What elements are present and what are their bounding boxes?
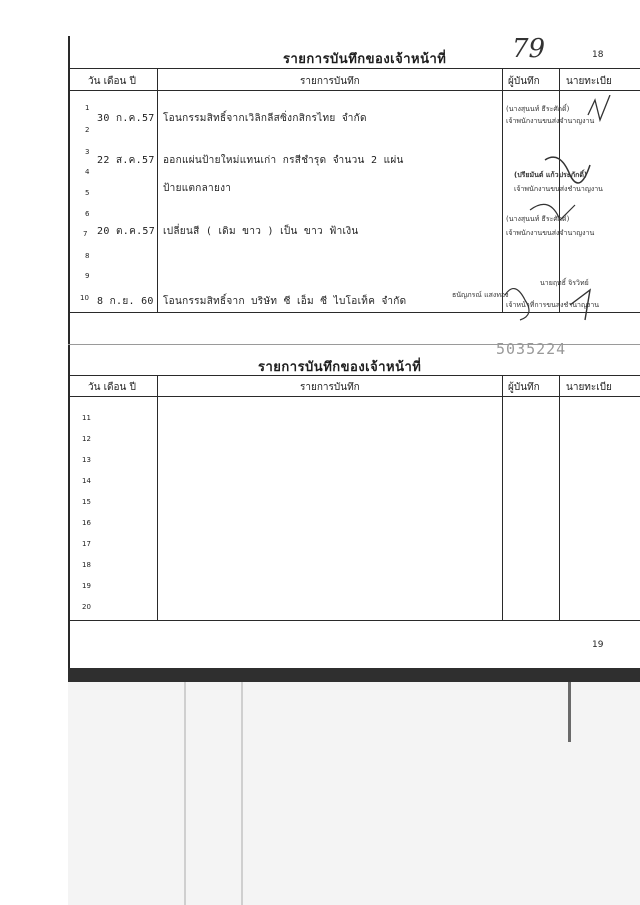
table1-header-line: [68, 90, 640, 91]
official-stamp-name: (ปรียมันต์ แก้วประภักดิ์): [514, 171, 588, 179]
official-stamp-name: นายฤทธิ์ จิรวิทย์: [540, 279, 589, 287]
table1-col-divider-1: [157, 68, 158, 312]
scan-artifact-line: [241, 682, 243, 905]
row-number: 2: [85, 126, 90, 134]
table2-header-line: [68, 396, 640, 397]
signature-marks: [500, 95, 640, 325]
scanned-page-bottom: [68, 668, 640, 905]
row-number: 5: [85, 189, 90, 197]
row-number: 13: [82, 456, 91, 464]
entry-text: ป้ายแตกลายงา: [163, 183, 232, 194]
table2-col-divider-1: [157, 375, 158, 620]
row-number: 9: [85, 272, 90, 280]
row-number: 10: [80, 294, 89, 302]
entry-text: ออกแผ่นป้ายใหม่แทนเก่า กรสีชำรุด จำนวน 2 แผ่น: [163, 155, 404, 166]
table2-col-divider-3: [559, 375, 560, 620]
table2-bottom-line: [68, 620, 640, 621]
serial-number: 5035224: [496, 340, 567, 358]
entry-text: โอนกรรมสิทธิ์จากเวิลิกลีสซิ่งกสิกรไทย จำกัด: [163, 113, 367, 124]
page-number-bottom: 19: [592, 640, 604, 650]
row-number: 8: [85, 252, 90, 260]
official-stamp-title: เจ้าหน้าที่การขนส่งชำนาญงาน: [506, 301, 600, 309]
entry-text: เปลี่ยนสี ( เดิม ขาว ) เป็น ขาว ฟ้าเงิน: [163, 226, 359, 237]
official-stamp-name: (นางสุนนท์ ธีระศักดิ์): [506, 215, 570, 223]
row-number: 7: [83, 230, 88, 238]
row-number: 15: [82, 498, 91, 506]
row-number: 17: [82, 540, 91, 548]
table1-top-line: [68, 68, 640, 69]
page-left-border: [68, 36, 70, 686]
row-number: 6: [85, 210, 90, 218]
table2-header-registrar: นายทะเบีย: [566, 382, 612, 393]
scan-dark-band: [68, 668, 640, 682]
section1-title: รายการบันทึกของเจ้าหน้าที่: [283, 52, 447, 67]
table1-header-registrar: นายทะเบีย: [566, 76, 612, 87]
table2-header-recorder: ผู้บันทึก: [508, 382, 540, 393]
official-stamp-name: ธนัญภรณ์ แสงทอง: [452, 291, 509, 299]
row-number: 14: [82, 477, 91, 485]
table1-header-date: วัน เดือน ปี: [88, 76, 136, 87]
official-stamp-title: เจ้าพนักงานขนส่งจำนาญงาน: [506, 117, 595, 125]
section2-title: รายการบันทึกของเจ้าหน้าที่: [258, 360, 422, 375]
official-stamp-title: เจ้าพนักงานขนส่งจำนาญงาน: [506, 229, 595, 237]
entry-date: 8 ก.ย. 60: [97, 296, 154, 307]
row-number: 11: [82, 414, 91, 422]
entry-date: 22 ส.ค.57: [97, 155, 155, 166]
row-number: 18: [82, 561, 91, 569]
row-number: 16: [82, 519, 91, 527]
row-number: 1: [85, 104, 90, 112]
entry-date: 20 ต.ค.57: [97, 226, 156, 237]
page-number-top: 18: [592, 50, 604, 60]
row-number: 20: [82, 603, 91, 611]
row-number: 4: [85, 168, 90, 176]
official-stamp-title: เจ้าพนักงานขนส่งชำนาญงาน: [514, 185, 603, 193]
row-number: 19: [82, 582, 91, 590]
table2-top-line: [68, 375, 640, 376]
handwritten-page-number: 79: [512, 34, 546, 64]
scan-artifact-line: [184, 682, 186, 905]
entry-date: 30 ก.ค.57: [97, 113, 155, 124]
row-number: 12: [82, 435, 91, 443]
table1-header-recorder: ผู้บันทึก: [508, 76, 540, 87]
entry-text: โอนกรรมสิทธิ์จาก บริษัท ซี เอ็ม ซี ไบโอเท็ค จำกัด: [163, 296, 407, 307]
table2-col-divider-2: [502, 375, 503, 620]
row-number: 3: [85, 148, 90, 156]
scan-artifact-line: [568, 682, 571, 742]
official-stamp-name: (นางสุนนท์ ธีระศักดิ์): [506, 105, 570, 113]
table1-header-entry: รายการบันทึก: [300, 76, 360, 87]
table2-header-date: วัน เดือน ปี: [88, 382, 136, 393]
table2-header-entry: รายการบันทึก: [300, 382, 360, 393]
